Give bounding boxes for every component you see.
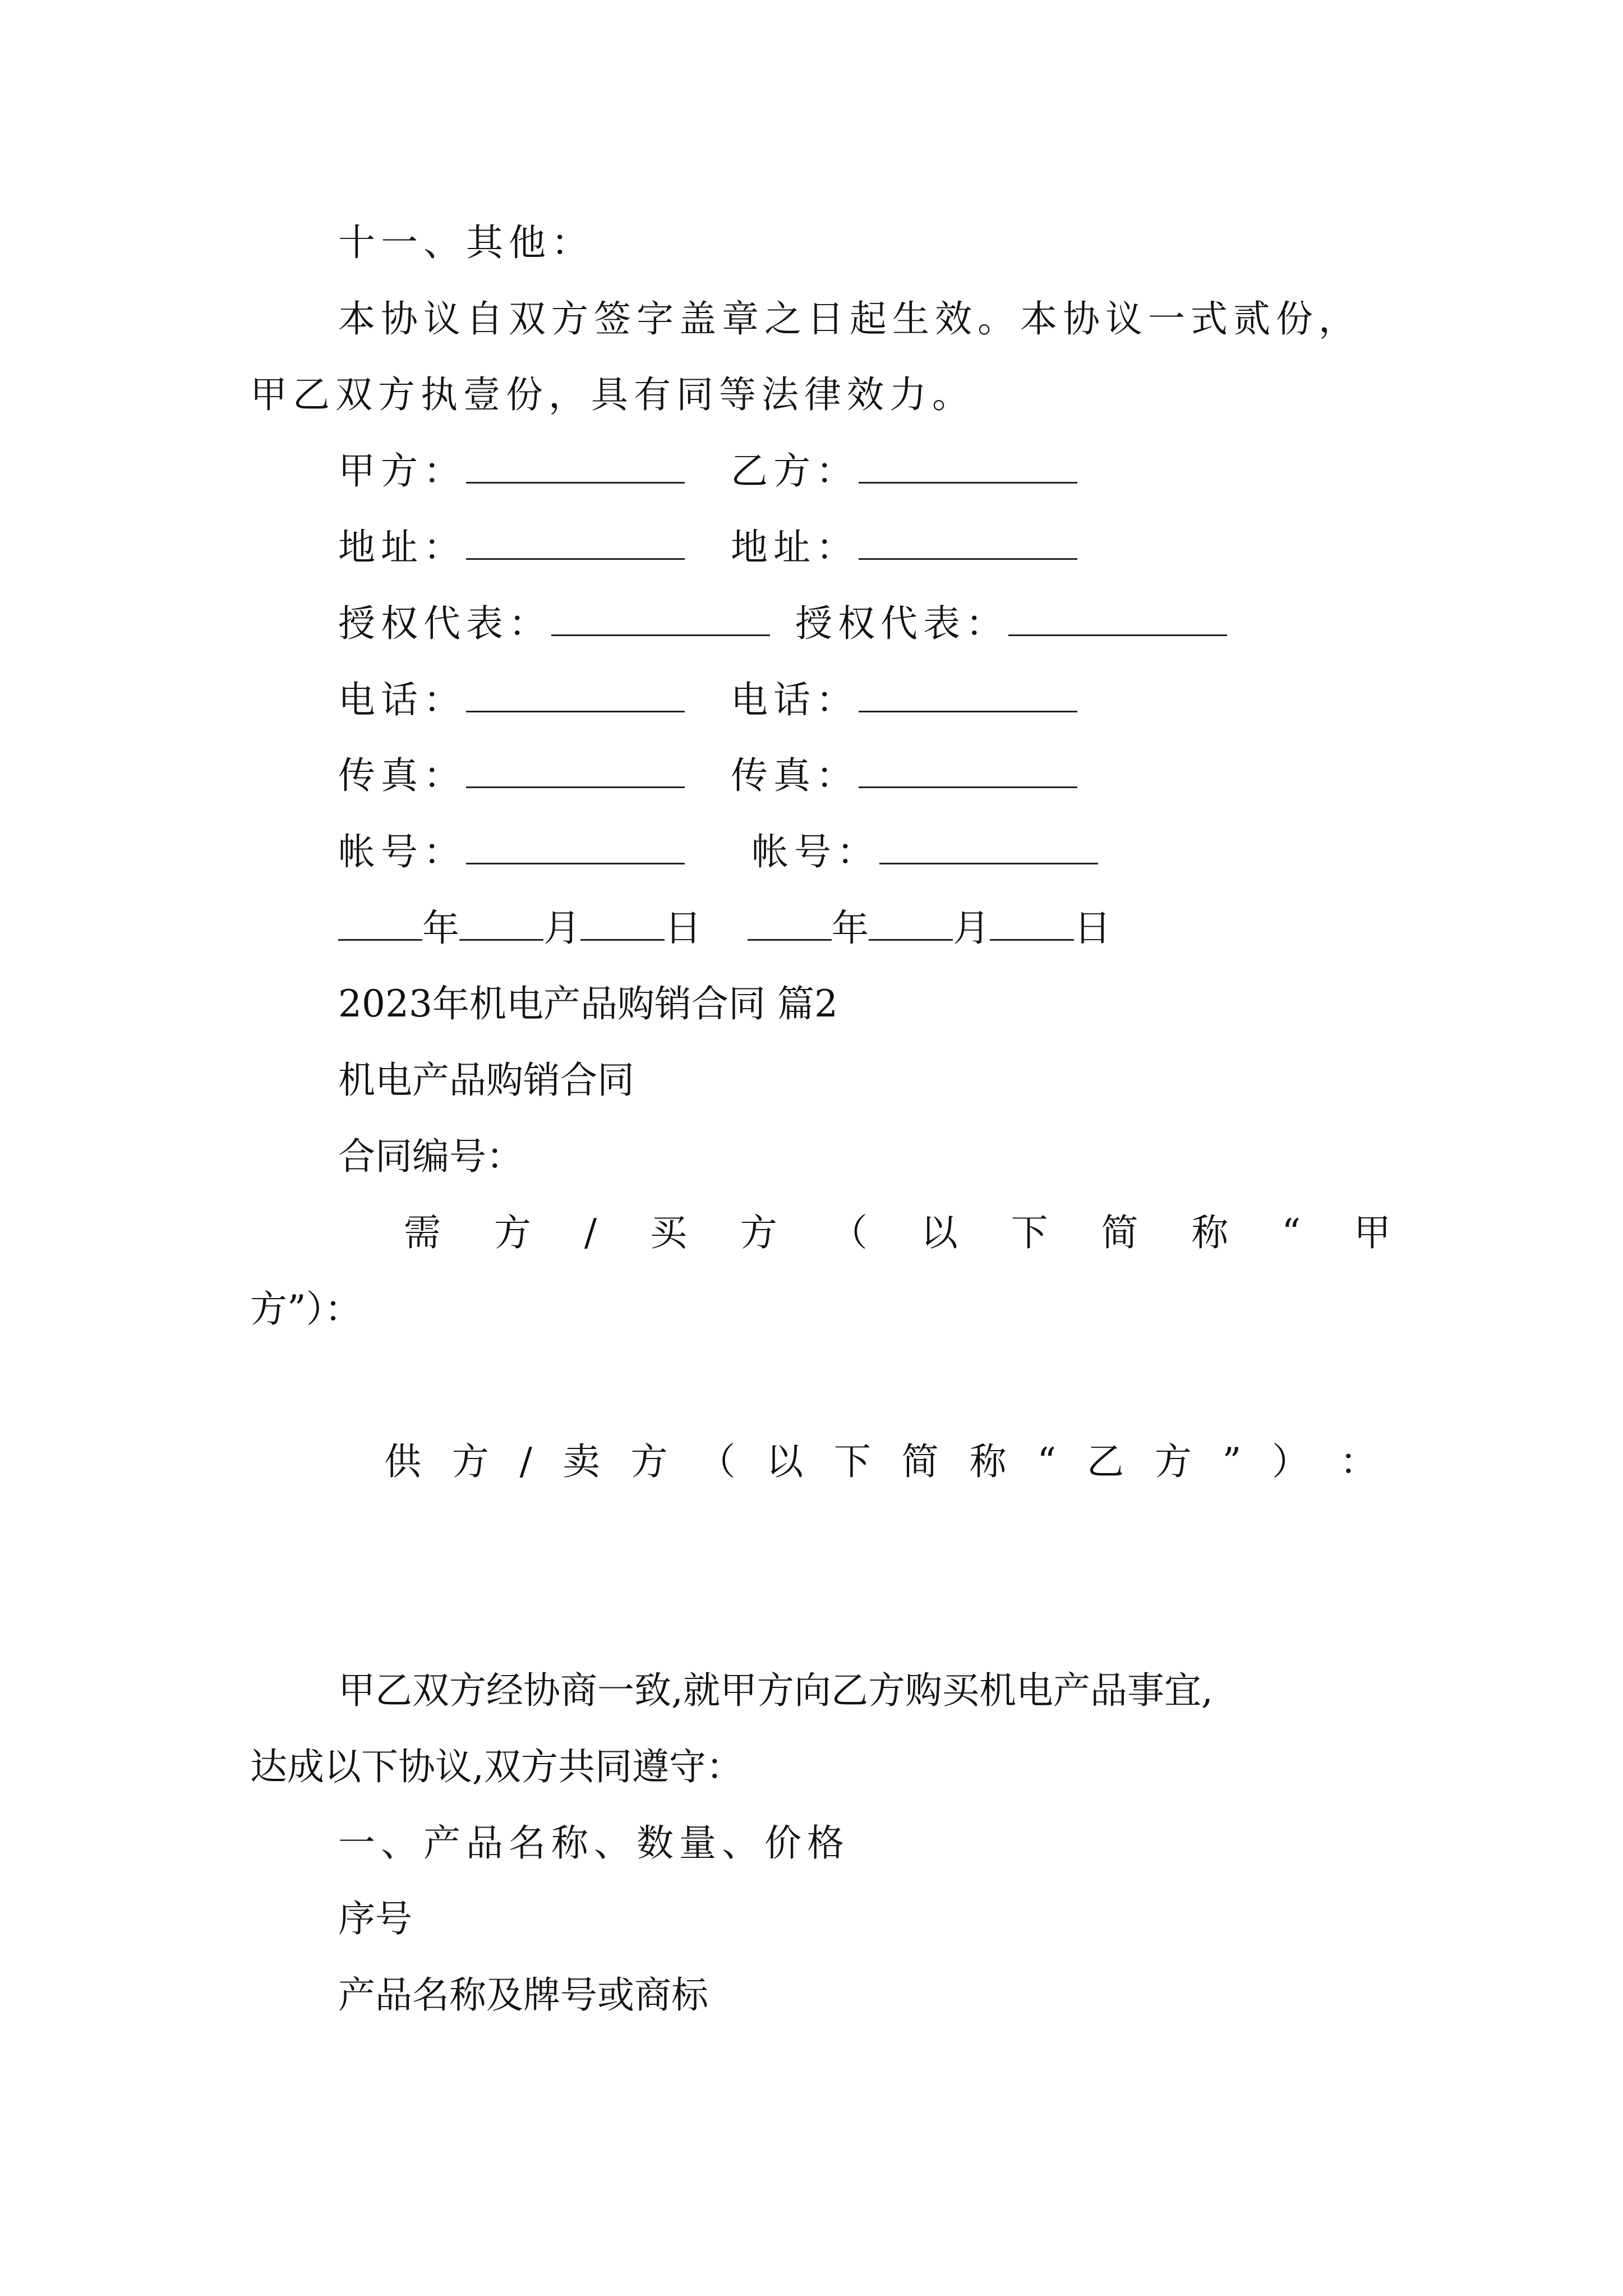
- year-a-blank[interactable]: [338, 907, 422, 941]
- date-row-b: [748, 906, 1111, 951]
- seller-char: ）: [1272, 1440, 1310, 1483]
- seller-char: /: [519, 1440, 532, 1483]
- year-b-blank[interactable]: [748, 907, 832, 941]
- day-b-blank[interactable]: [990, 907, 1074, 941]
- buyer-char: /: [584, 1211, 597, 1254]
- address-row-b: [731, 525, 1077, 570]
- table-column-product-name: 产品名称及牌号或商标: [338, 1973, 708, 2017]
- seller-line: [384, 1439, 1377, 1484]
- rep-b-label: 授权代表：: [795, 602, 1008, 645]
- section-1-heading: 一、产品名称、数量、价格: [338, 1821, 850, 1865]
- contract-number-label: 合同编号：: [338, 1135, 523, 1178]
- phone-b-label: 电话：: [731, 678, 859, 721]
- day-a-blank[interactable]: [580, 907, 665, 941]
- buyer-line-tail: 方”）：: [250, 1287, 362, 1331]
- buyer-char: 称: [1191, 1211, 1229, 1254]
- seller-char: 方: [630, 1440, 668, 1483]
- fax-row-b: [731, 753, 1077, 798]
- fax-row-a: [338, 753, 685, 798]
- fax-a-label: 传真：: [338, 754, 466, 797]
- account-row-b: [751, 830, 1098, 875]
- phone-row-a: [338, 678, 685, 723]
- address-row-a: [338, 525, 685, 570]
- phone-a-blank[interactable]: [466, 678, 685, 712]
- account-b-label: 帐号：: [751, 830, 879, 873]
- account-row-a: [338, 830, 685, 875]
- rep-a-label: 授权代表：: [338, 602, 551, 645]
- buyer-char: 需: [404, 1211, 441, 1254]
- seller-char: 称: [969, 1440, 1007, 1483]
- contract-title: 机电产品购销合同: [338, 1059, 634, 1102]
- agreement-line-1: 甲乙双方经协商一致,就甲方向乙方购买机电产品事宜,: [338, 1669, 1213, 1712]
- fax-a-blank[interactable]: [466, 754, 685, 788]
- year-b-label: 年: [832, 907, 869, 950]
- month-a-blank[interactable]: [459, 907, 543, 941]
- buyer-char: 方: [740, 1211, 777, 1254]
- day-b-label: 日: [1074, 907, 1111, 950]
- table-column-sequence: 序号: [338, 1897, 412, 1940]
- phone-row-b: [731, 678, 1077, 723]
- seller-char: ”: [1222, 1440, 1242, 1483]
- buyer-char: 买: [649, 1211, 687, 1254]
- party-a-blank[interactable]: [466, 449, 685, 484]
- party-b-blank[interactable]: [859, 449, 1077, 484]
- seller-char: “: [1037, 1440, 1057, 1483]
- seller-char: 以: [766, 1440, 804, 1483]
- account-a-label: 帐号：: [338, 830, 466, 873]
- section-11-heading: 十一、其他：: [338, 221, 594, 264]
- rep-row-a: [338, 601, 770, 646]
- section-11-paragraph-line-1: 本协议自双方签字盖章之日起生效。本协议一式贰份，: [338, 297, 1361, 341]
- party-a-label: 甲方：: [338, 449, 466, 493]
- month-b-blank[interactable]: [869, 907, 953, 941]
- seller-char: 卖: [562, 1440, 600, 1483]
- party-row-b: [731, 449, 1077, 494]
- phone-b-blank[interactable]: [859, 678, 1077, 712]
- agreement-line-2: 达成以下协议,双方共同遵守：: [250, 1745, 743, 1788]
- buyer-char: 简: [1101, 1211, 1138, 1254]
- day-a-label: 日: [665, 907, 702, 950]
- seller-char: 乙: [1086, 1440, 1124, 1483]
- seller-char: 下: [833, 1440, 871, 1483]
- section-11-paragraph-line-2: 甲乙双方执壹份，具有同等法律效力。: [250, 373, 975, 416]
- seller-char: 方: [451, 1440, 489, 1483]
- year-a-label: 年: [422, 907, 459, 950]
- rep-a-blank[interactable]: [551, 602, 770, 636]
- buyer-char: 方: [494, 1211, 531, 1254]
- address-b-blank[interactable]: [859, 526, 1077, 560]
- seller-char: 供: [384, 1440, 421, 1483]
- address-a-label: 地址：: [338, 526, 466, 569]
- date-row-a: [338, 906, 702, 951]
- account-a-blank[interactable]: [466, 830, 685, 864]
- seller-char: ：: [1339, 1440, 1377, 1483]
- buyer-char: 下: [1011, 1211, 1048, 1254]
- part-2-title: 2023年机电产品购销合同 篇2: [338, 982, 838, 1025]
- party-b-label: 乙方：: [731, 449, 859, 493]
- buyer-char: “: [1281, 1211, 1301, 1254]
- address-a-blank[interactable]: [466, 526, 685, 560]
- seller-char: 简: [901, 1440, 939, 1483]
- seller-char: 方: [1154, 1440, 1192, 1483]
- fax-b-blank[interactable]: [859, 754, 1077, 788]
- month-b-label: 月: [953, 907, 990, 950]
- buyer-line: [404, 1211, 1391, 1255]
- rep-row-b: [795, 601, 1227, 646]
- seller-char: （: [698, 1440, 736, 1483]
- buyer-char: （: [830, 1211, 868, 1254]
- fax-b-label: 传真：: [731, 754, 859, 797]
- buyer-char: 甲: [1353, 1211, 1391, 1254]
- phone-a-label: 电话：: [338, 678, 466, 721]
- account-b-blank[interactable]: [879, 830, 1098, 864]
- month-a-label: 月: [543, 907, 580, 950]
- address-b-label: 地址：: [731, 526, 859, 569]
- buyer-char: 以: [920, 1211, 958, 1254]
- party-row: [338, 449, 685, 494]
- rep-b-blank[interactable]: [1008, 602, 1227, 636]
